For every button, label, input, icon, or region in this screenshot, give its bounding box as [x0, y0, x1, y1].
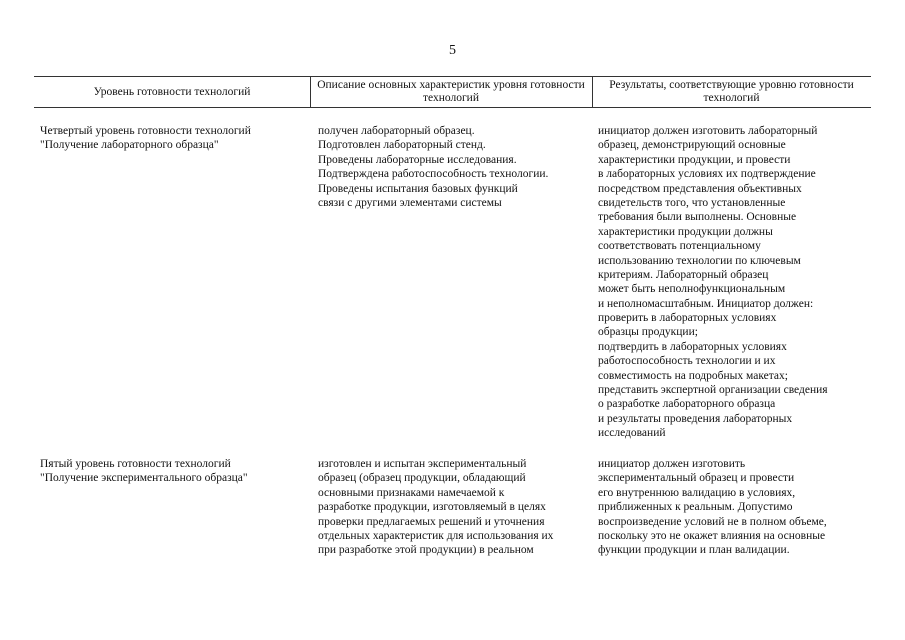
cell-line: "Получение экспериментального образца" — [40, 472, 248, 485]
cell-line: проверить в лабораторных условиях — [598, 312, 777, 325]
row-5-description-cell — [318, 457, 553, 558]
cell-line: отдельных характеристик для использования их — [318, 529, 554, 542]
cell-line: разработке продукции, изготовляемый в целях — [318, 501, 546, 514]
cell-line: функции продукции и план валидации. — [598, 544, 790, 557]
cell-line: требования были выполнены. Основные — [598, 211, 797, 224]
row-4-level-cell — [40, 124, 251, 153]
cell-line: образец (образец продукции, обладающий — [318, 472, 526, 485]
cell-line: свидетельств того, что установленные — [598, 196, 786, 209]
cell-line: изготовлен и испытан экспериментальный — [318, 458, 527, 470]
column-header-results: Результаты, соответствующие уровню готовности технологий — [609, 79, 854, 104]
cell-line: его внутреннюю валидацию в условиях, — [598, 486, 796, 499]
column-header-description: Описание основных характеристик уровня готовности технологий — [317, 79, 585, 104]
cell-line: в лабораторных условиях их подтверждение — [598, 168, 816, 181]
cell-line: Подготовлен лабораторный стенд. — [318, 139, 486, 152]
cell-line: и результаты проведения лабораторных — [598, 412, 793, 425]
cell-line: использованию технологии по ключевым — [598, 254, 801, 267]
cell-line: представить экспертной организации сведения — [598, 384, 828, 397]
table-top-rule — [34, 76, 871, 77]
cell-line: посредством представления объективных — [598, 182, 802, 195]
cell-line: подтвердить в лабораторных условиях — [598, 340, 787, 353]
cell-line: критериям. Лабораторный образец — [598, 268, 769, 281]
cell-line: работоспособность технологии и их — [598, 355, 776, 368]
page-number: 5 — [449, 43, 456, 58]
cell-line: характеристики продукции должны — [598, 225, 773, 238]
cell-line: поскольку это не окажет влияния на основные — [598, 529, 826, 542]
cell-line: совместимость на подробных макетах; — [598, 369, 788, 382]
cell-line: исследований — [598, 427, 666, 440]
cell-line: и неполномасштабным. Инициатор должен: — [598, 297, 814, 310]
cell-line: Проведены испытания базовых функций — [318, 182, 518, 195]
cell-line: Пятый уровень готовности технологий — [40, 458, 231, 470]
cell-line: при разработке этой продукции) в реальном — [318, 544, 534, 557]
cell-line: может быть неполнофункциональным — [598, 283, 786, 296]
cell-line: Подтверждена работоспособность технологии. — [318, 168, 549, 181]
cell-line: инициатор должен изготовить лабораторный — [598, 125, 818, 137]
cell-line: образец, демонстрирующий основные — [598, 139, 786, 152]
cell-line: воспроизведение условий не в полном объеме, — [598, 515, 827, 528]
column-header-level: Уровень готовности технологий — [93, 86, 251, 98]
cell-line: Проведены лабораторные исследования. — [318, 153, 517, 166]
row-4-results-cell — [598, 124, 828, 441]
cell-line: образцы продукции; — [598, 326, 698, 339]
cell-line: о разработке лабораторного образца — [598, 398, 776, 411]
cell-line: соответствовать потенциальному — [598, 240, 761, 253]
cell-line: проверки предлагаемых решений и уточнения — [318, 515, 545, 528]
row-5-level-cell — [40, 457, 248, 486]
row-5-results-cell — [598, 457, 827, 558]
cell-line: экспериментальный образец и провести — [598, 472, 795, 485]
cell-line: "Получение лабораторного образца" — [40, 139, 219, 152]
table-header-rule — [34, 107, 871, 108]
cell-line: связи с другими элементами системы — [318, 196, 502, 209]
cell-line: характеристики продукции, и провести — [598, 153, 791, 166]
cell-line: инициатор должен изготовить — [598, 458, 746, 470]
cell-line: Четвертый уровень готовности технологий — [40, 125, 251, 137]
cell-line: приближенных к реальным. Допустимо — [598, 501, 793, 514]
cell-line: получен лабораторный образец. — [318, 125, 475, 137]
cell-line: основными признаками намечаемой к — [318, 486, 505, 499]
row-4-description-cell — [318, 124, 548, 210]
